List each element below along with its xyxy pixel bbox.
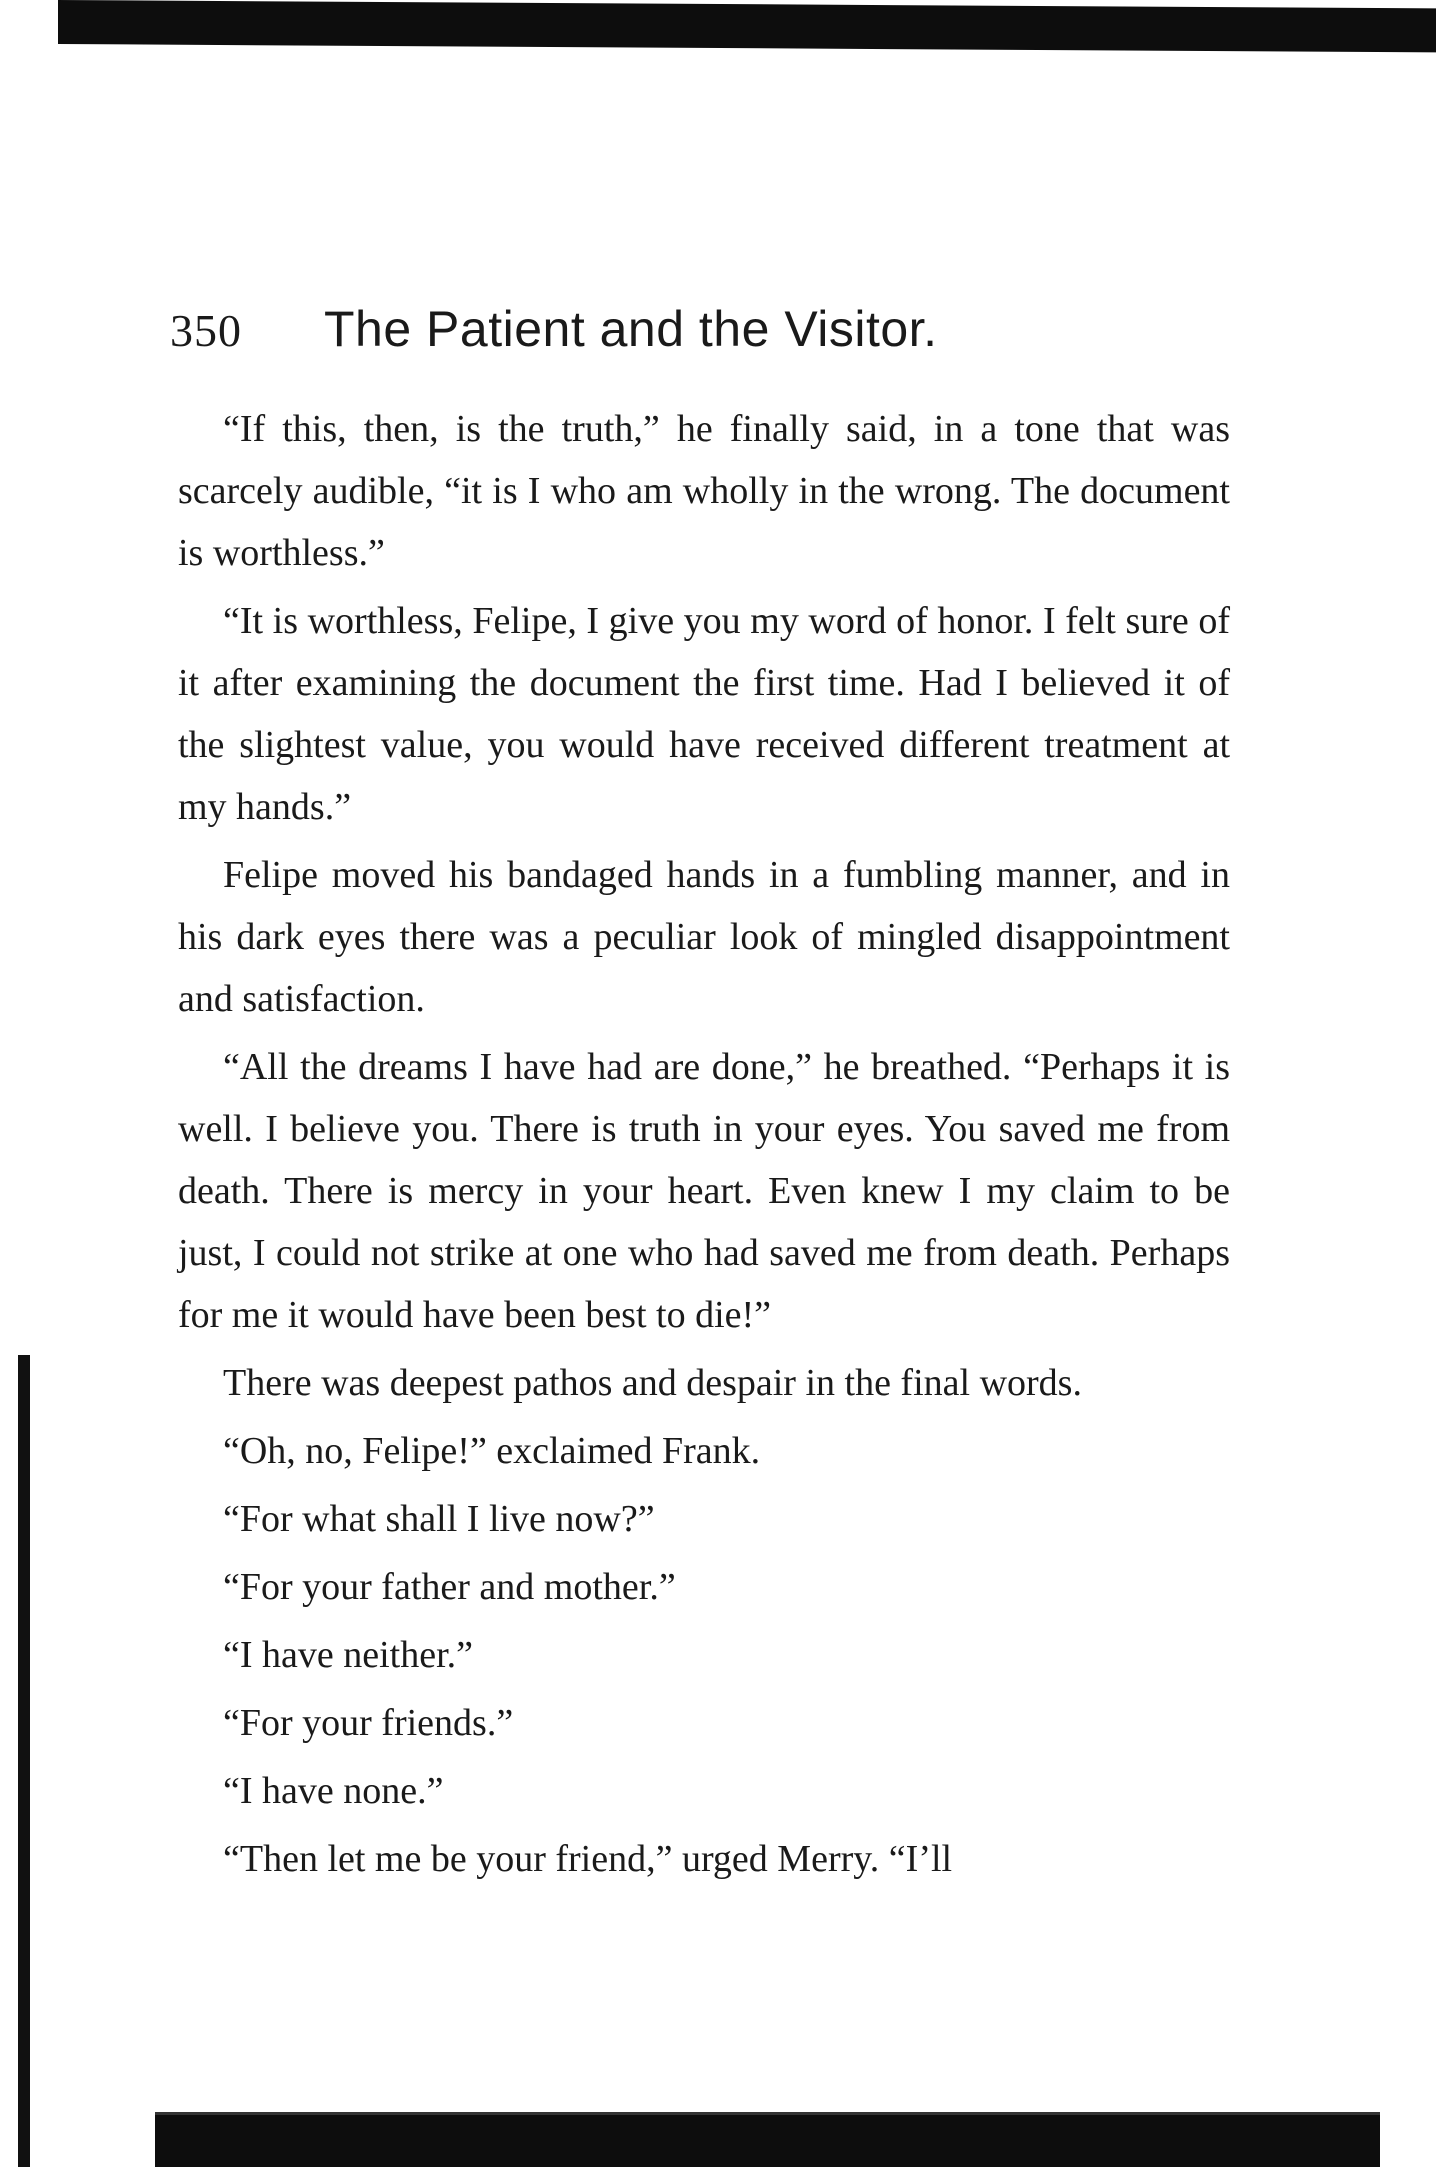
- paragraph: “For your father and mother.”: [223, 1566, 676, 1608]
- paragraph: “It is worthless, Felipe, I give you my word of honor. I felt sure of it after examining the document the first time. Had I believed it of the slightest value, you would have received different treatment at my hands.”: [178, 600, 1230, 828]
- paragraph: “I have neither.”: [223, 1634, 474, 1676]
- body-text: [178, 398, 1230, 1896]
- left-scan-edge: [18, 1355, 30, 2167]
- top-scan-border: [58, 0, 1436, 52]
- bottom-scan-border: [155, 2115, 1380, 2167]
- paragraph: “I have none.”: [223, 1770, 444, 1812]
- paragraph: “Then let me be your friend,” urged Merry. “I’ll: [223, 1838, 953, 1880]
- paragraph: “For your friends.”: [223, 1702, 514, 1744]
- paragraph: Felipe moved his bandaged hands in a fumbling manner, and in his dark eyes there was a peculiar look of mingled disappointment and satisfaction.: [178, 854, 1230, 1020]
- paragraph: “All the dreams I have had are done,” he breathed. “Perhaps it is well. I believe you. There is truth in your eyes. You saved me from death. There is mercy in your heart. Even knew I my claim to be just, I could not strike at one who had saved me from death. Perhaps for me it would have been best to die!”: [178, 1046, 1230, 1336]
- paragraph: “For what shall I live now?”: [223, 1498, 655, 1540]
- paragraph: “Oh, no, Felipe!” exclaimed Frank.: [223, 1430, 761, 1472]
- paragraph: There was deepest pathos and despair in the final words.: [223, 1362, 1082, 1404]
- page-header: [170, 300, 1250, 380]
- paragraph: “If this, then, is the truth,” he finally said, in a tone that was scarcely audible, “it is I who am wholly in the wrong. The document is worthless.”: [178, 408, 1230, 574]
- page-number: 350: [170, 305, 242, 356]
- running-title: The Patient and the Visitor.: [324, 301, 938, 357]
